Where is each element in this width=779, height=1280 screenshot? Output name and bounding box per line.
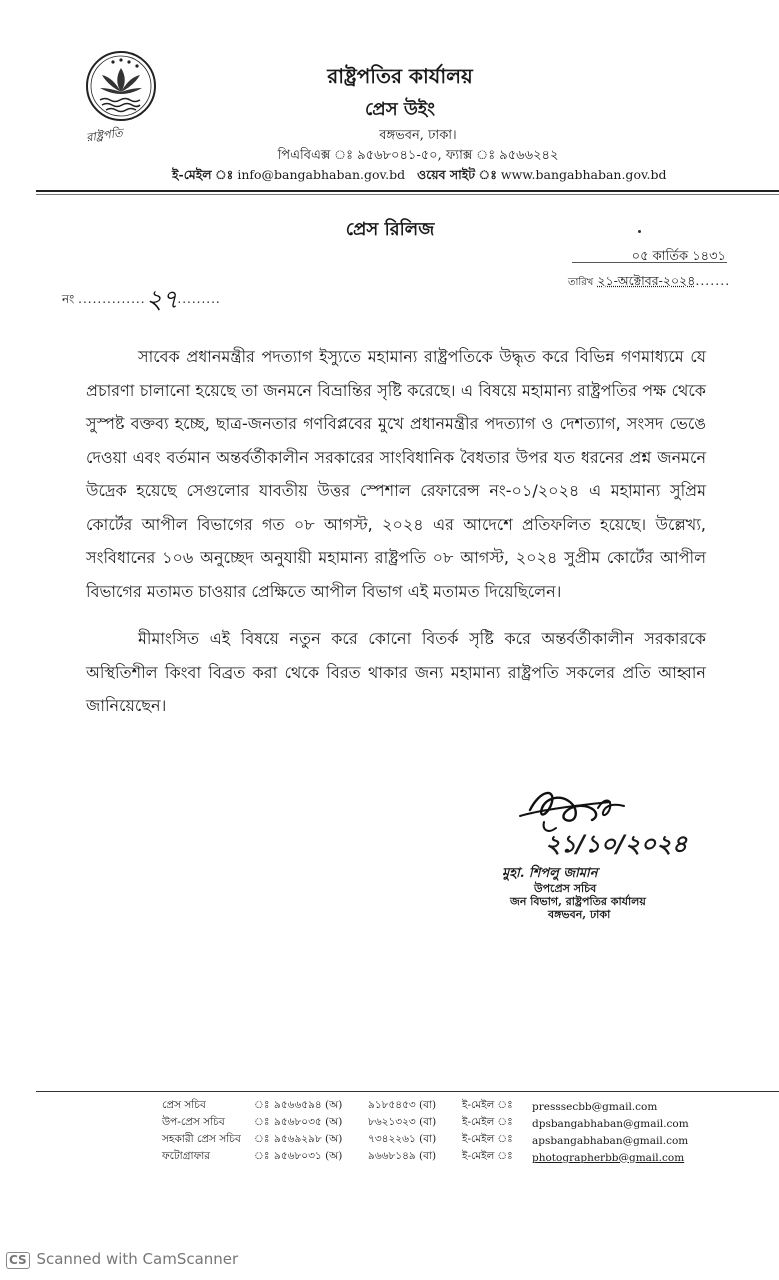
- contact-row: [160, 1132, 700, 1149]
- signature-date: ২১/১০/২০২৪: [545, 830, 688, 858]
- contact-email[interactable]: photographerbb@gmail.com: [532, 1151, 685, 1164]
- signer-name: মুহা. শিপলু জামান: [502, 866, 598, 881]
- stray-dot: [638, 230, 641, 233]
- contact-role: প্রেস সচিব: [162, 1099, 206, 1111]
- release-title: প্রেস রিলিজ: [345, 219, 435, 240]
- date-divider: [572, 262, 727, 263]
- body-paragraph: সাবেক প্রধানমন্ত্রীর পদত্যাগ ইস্যুতে মহামান্য রাষ্ট্রপতিকে উদ্ধৃত করে বিভিন্ন গণমাধ্যমে যে প্রচারণা চালানো হয়েছে তা জনমনে বিভ্রান্তির সৃষ্টি করেছে। এ বিষয়ে মহামান্য রাষ্ট্রপতির পক্ষ থেকে সুস্পষ্ট বক্তব্য হচ্ছে, ছাত্র-জনতার গণবিপ্লবের মুখে প্রধানমন্ত্রীর পদত্যাগ ও দেশত্যাগ, সংসদ ভেঙে দেওয়া এবং বর্তমান অন্তর্বর্তীকালীন সরকারের সাংবিধানিক বৈধতার উপর যত ধরনের প্রশ্ন জনমনে উদ্রেক হয়েছে সেগুলোর যাবতীয় উত্তর স্পেশাল রেফারেন্স নং-০১/২০২৪ এ মহামান্য সুপ্রিম কোর্টের আপীল বিভাগের গত ০৮ আগস্ট, ২০২৪ এর আদেশে প্রতিফলিত হয়েছে। উল্লেখ্য, সংবিধানের ১০৬ অনুচ্ছেদ অনুযায়ী মহামান্য রাষ্ট্রপতি ০৮ আগস্ট, ২০২৪ সুপ্রীম কোর্টের আপীল বিভাগের মতামত চাওয়ার প্রেক্ষিতে আপীল বিভাগ এই মতামত দিয়েছিলেন।: [86, 347, 706, 601]
- camscanner-icon: CS: [6, 1252, 30, 1269]
- contact-email[interactable]: apsbangabhaban@gmail.com: [532, 1134, 689, 1147]
- contact-phone-home: ৭৩৪২২৬১ (বা): [368, 1133, 437, 1145]
- website-label: ওয়েব সাইট ঃ: [417, 167, 497, 182]
- contact-row: [160, 1115, 700, 1132]
- footer-divider: [36, 1091, 779, 1092]
- watermark-text: Scanned with CamScanner: [36, 1250, 239, 1268]
- date-bangla: ০৫ কার্তিক ১৪৩১: [631, 249, 726, 264]
- memo-number: ২৭: [145, 285, 178, 315]
- date-label: তারিখ: [568, 277, 594, 288]
- header-divider: [36, 190, 779, 192]
- signer-department: জন বিভাগ, রাষ্ট্রপতির কার্যালয়: [510, 895, 646, 908]
- contacts-table: [160, 1098, 700, 1166]
- seal-caption: রাষ্ট্রপতি: [85, 125, 124, 145]
- body-paragraph: মীমাংসিত এই বিষয়ে নতুন করে কোনো বিতর্ক সৃষ্টি করে অন্তর্বর্তীকালীন সরকারকে অস্থিতিশীল কিংবা বিব্রত করা থেকে বিরত থাকার জন্য মহামান্য রাষ্ট্রপতি সকলের প্রতি আহ্বান জানিয়েছেন।: [86, 629, 706, 715]
- phone-fax-line: পিএবিএক্স ঃ ৯৫৬৮০৪১-৫০, ফ্যাক্স ঃ ৯৫৬৬২৪২: [277, 148, 559, 163]
- office-name: রাষ্ট্রপতির কার্যালয়: [327, 64, 473, 88]
- date-english: ২১-অক্টোবর-২০২৪: [597, 273, 696, 288]
- contact-separator: ঃ: [254, 1133, 270, 1145]
- release-body: [86, 340, 706, 723]
- contact-phone: ৯৫৬৬৫৯৪ (অ): [274, 1099, 343, 1111]
- contact-email-label: ই-মেইল ঃ: [462, 1099, 513, 1111]
- date-english-line: তারিখ ২১-অক্টোবর-২০২৪.......: [568, 273, 731, 288]
- contact-row: [160, 1098, 700, 1115]
- signer-place: বঙ্গভবন, ঢাকা: [548, 908, 611, 921]
- contact-separator: ঃ: [254, 1150, 270, 1162]
- memo-label: নং: [62, 292, 75, 306]
- header-divider-thin: [36, 194, 779, 195]
- email-link[interactable]: info@bangabhaban.gov.bd: [237, 167, 406, 182]
- contact-email-label: ই-মেইল ঃ: [462, 1150, 513, 1162]
- contact-separator: ঃ: [254, 1116, 270, 1128]
- email-website-line: [172, 167, 667, 187]
- contact-email-label: ই-মেইল ঃ: [462, 1116, 513, 1128]
- wing-name: প্রেস উইং: [364, 99, 436, 120]
- contact-phone-home: ৯৬৬৮১৪৯ (বা): [368, 1150, 437, 1162]
- contact-role: সহকারী প্রেস সচিব: [162, 1133, 241, 1145]
- scanner-watermark: [6, 1250, 266, 1269]
- contact-separator: ঃ: [254, 1099, 270, 1111]
- signer-title: উপপ্রেস সচিব: [534, 882, 597, 895]
- contact-email-label: ই-মেইল ঃ: [462, 1133, 513, 1145]
- memo-number-line: নং ..............২৭.........: [62, 285, 221, 315]
- email-label: ই-মেইল ঃ: [172, 167, 234, 182]
- contact-phone: ৯৫৬৯২৯৮ (অ): [274, 1133, 343, 1145]
- contact-role: ফটোগ্রাফার: [162, 1150, 211, 1162]
- website-link[interactable]: www.bangabhaban.gov.bd: [500, 167, 667, 182]
- contact-phone-home: ৯১৮৫৪৫৩ (বা): [368, 1099, 437, 1111]
- contact-row: [160, 1149, 700, 1166]
- contact-phone: ৯৫৬৮০৩৫ (অ): [274, 1116, 343, 1128]
- contact-email[interactable]: dpsbangabhaban@gmail.com: [532, 1117, 689, 1130]
- contact-phone: ৯৫৬৮০৩১ (অ): [274, 1150, 343, 1162]
- contact-role: উপ-প্রেস সচিব: [162, 1116, 225, 1128]
- contact-phone-home: ৮৬২১৩২৩ (বা): [368, 1116, 437, 1128]
- contact-email[interactable]: presssecbb@gmail.com: [532, 1100, 658, 1113]
- office-address: বঙ্গভবন, ঢাকা।: [379, 128, 457, 143]
